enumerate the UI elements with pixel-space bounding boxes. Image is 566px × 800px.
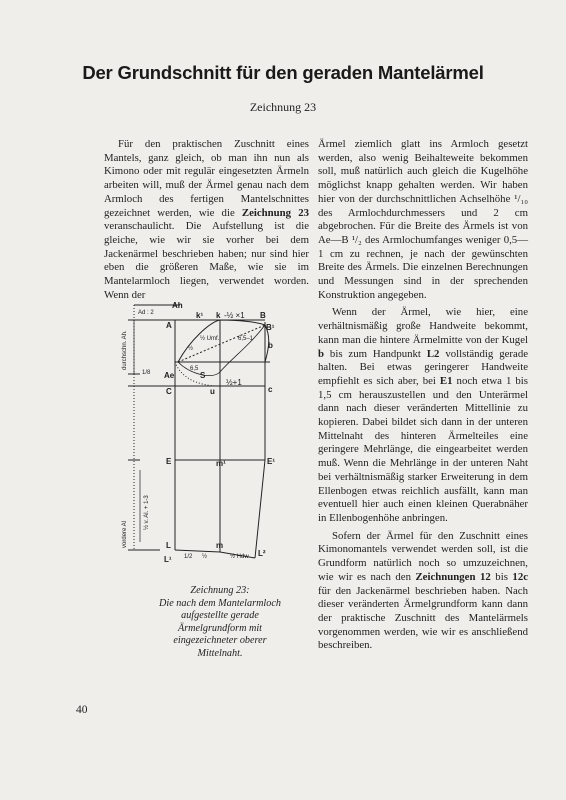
label-ap: ½ xyxy=(202,554,208,560)
label-m: m xyxy=(216,541,224,550)
label-twelve: 1/2 xyxy=(184,554,193,560)
caption-title: Zeichnung 23: xyxy=(190,585,250,596)
page-title: Der Grundschnitt für den geraden Mantelärmel xyxy=(82,62,484,83)
label-half-minus1: -½ ×1 xyxy=(224,311,245,320)
label-six-five: 6,5 xyxy=(190,366,199,372)
figure-reference: Zeichnung 23 xyxy=(249,100,317,114)
label-L1: L¹ xyxy=(164,555,172,564)
label-Ae: Ae xyxy=(164,371,175,380)
label-umf: ½ Umf. xyxy=(200,336,220,342)
page-number: 40 xyxy=(76,704,88,716)
label-L2: L² xyxy=(258,549,266,558)
sleeve-pattern-drawing xyxy=(120,300,310,585)
label-c: c xyxy=(268,385,273,394)
label-half: ½ xyxy=(188,346,194,352)
label-k: k xyxy=(216,311,221,320)
label-k1: k¹ xyxy=(196,311,204,320)
label-vordere-al: vordere Al xyxy=(122,520,128,548)
label-m1: m¹ xyxy=(216,459,226,468)
label-b: b xyxy=(268,341,273,350)
label-al-formula: ½ v. Al. + 1-3 xyxy=(144,495,150,530)
label-u: u xyxy=(210,387,215,396)
label-C: C xyxy=(166,387,172,396)
label-ms: 6,5–1 xyxy=(238,336,254,342)
label-L: L xyxy=(166,541,171,550)
label-one-eighth: 1/8 xyxy=(142,370,151,376)
caption-text: Die nach dem Mantelarmloch aufgestellte gerade Ärmelgrundform mit eingezeichneter oberer Mittelnaht. xyxy=(159,597,281,659)
paragraph: Wenn der Ärmel, wie hier, eine verhältnismäßig große Handweite bekommt, kann man die hintere Ärmelmitte von der Kugel b bis zum Handpunkt L2 vollständig gerade halten. Bei etwas geringerer Handweite empfiehlt es sich aber, bei E1 noch etwa 1 bis 1,5 cm herauszustellen und den Unterärmel dann nach dieser veränderten Mittellinie zu kopieren. Dabei bildet sich dann in der unteren Mittelnaht des hinteren Ärmelteiles eine geringere Mehrlänge, die eingearbeitet werden muß. Wenn die Mehrlänge in der unteren Naht bei verhältnismäßig starker Erweiterung in dem Ellenbogen etwas reichlich ausfällt, kann man eventuell hier auch einen kleinen Querabnäher in Ellenbogenhöhe anbringen. xyxy=(318,306,529,524)
paragraph: Ärmel ziemlich glatt ins Armloch gesetzt werden, also wenig Beihalteweite bekommen soll, muß natürlich auch gleich die Kugelhöhe möglichst knapp gehalten werden. Wir haben hier von der durchschnittlichen Achselhöhe ¹/₁₀ des Armlochdurchmessers und 2 cm abgebrochen. Für die Breite des Ärmels ist von Ae—B ¹/₂ des Armlochumfanges weniger 0,5—1 cm zu rechnen, je nach der gewünschten Breite des Ärmels. Die einzelnen Berechnungen und Messungen sind in der sprechenden Konstruktion angegeben. xyxy=(318,138,528,301)
label-B: B xyxy=(260,311,266,320)
label-A: A xyxy=(166,321,172,330)
label-durchschn-ah: durchschn. Ah. xyxy=(122,330,128,370)
label-Ah: Ah xyxy=(172,301,183,310)
left-column xyxy=(104,138,309,306)
paragraph: Für den praktischen Zuschnitt eines Mantels, ganz gleich, ob man ihn nun als Kimono oder mit regulär eingesetzten Ärmeln arbeiten will, muß der Ärmel genau nach dem Armloch des fertigen Mantelschnittes gezeichnet werden, wie die Zeichnung 23 veranschaulicht. Die Aufstellung ist die gleiche, wie wir sie vorher bei dem Jackenärmel beschrieben haben; nur sind hier eben die größeren Maße, wie sie im Mantelarmloch liegen, verwendet worden. Wenn der xyxy=(104,138,309,301)
label-E: E xyxy=(166,457,172,466)
label-hdw: ½ Hdw xyxy=(230,554,249,560)
label-half-plus1: ½+1 xyxy=(226,378,242,387)
figure-caption xyxy=(150,585,290,660)
label-E1: E¹ xyxy=(267,457,275,466)
label-S: S xyxy=(200,371,206,380)
label-ad2: Ad : 2 xyxy=(138,310,154,316)
paragraph: Sofern der Ärmel für den Zuschnitt eines Kimonomantels verwendet werden soll, ist die Grundform natürlich noch so umzuzeichnen, wie wir es nach den Zeichnungen 12 bis 12c für den Jackenärmel beschrieben haben. Nach dieser veränderten Ärmelgrundform kann dann der praktische Zuschnitt des Mantelärmels vorgenommen werden, wie wir es anschließend beschreiben. xyxy=(318,529,529,652)
label-B1: B¹ xyxy=(266,323,275,332)
right-column xyxy=(318,138,528,657)
